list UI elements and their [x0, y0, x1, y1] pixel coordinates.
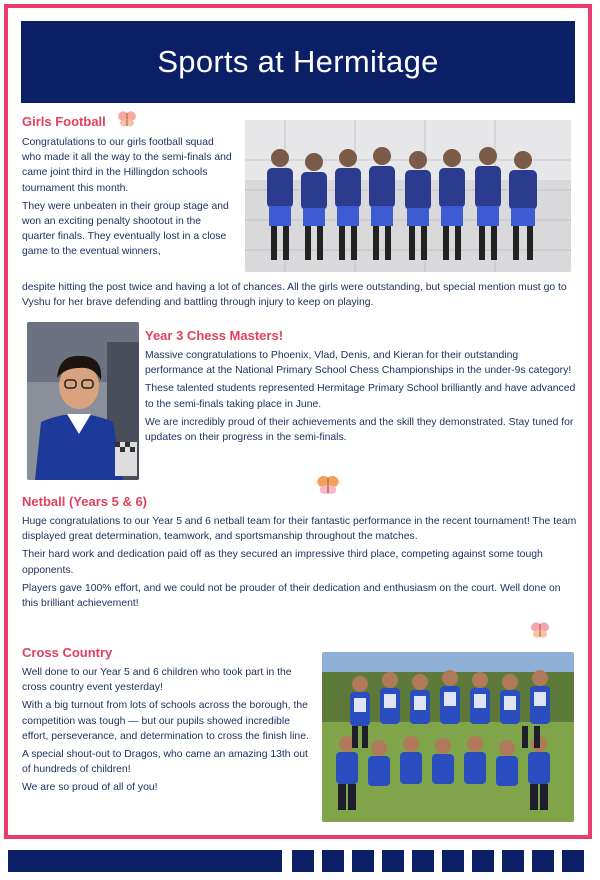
cross-country-paragraph: Well done to our Year 5 and 6 children who took part in the cross country event yesterday! — [22, 667, 292, 694]
football-text-full — [22, 280, 578, 313]
footer-square — [322, 850, 344, 872]
footer-square — [562, 850, 584, 872]
cross-country-team-photo — [322, 652, 574, 822]
footer-bar — [8, 850, 282, 872]
football-title: Girls Football — [22, 114, 106, 129]
butterfly-icon — [316, 474, 340, 496]
footer-square — [472, 850, 494, 872]
butterfly-icon — [117, 110, 137, 128]
football-paragraph: Congratulations to our girls football squad who made it all the way to the semi-finals and came joint third in the Hillingdon schools tournament this month. — [22, 137, 232, 194]
page-title: Sports at Hermitage — [157, 44, 439, 79]
footer-square — [412, 850, 434, 872]
chess-paragraph: We are incredibly proud of their achievements and the skill they demonstrated. Stay tuned for updates on their progress in the semi-finals. — [145, 416, 574, 444]
footer-square — [292, 850, 314, 872]
cross-country-paragraph: We are so proud of all of you! — [22, 782, 158, 794]
cross-country-title: Cross Country — [22, 645, 113, 660]
footer-square — [442, 850, 464, 872]
footer-square — [382, 850, 404, 872]
page-title-banner — [21, 21, 575, 103]
netball-text — [22, 514, 578, 614]
cross-country-paragraph: With a big turnout from lots of schools across the borough, the competition was tough — but our pupils showed incredible effort, perseverance, and determination to cross the finish line. — [22, 700, 309, 742]
cross-country-text — [22, 665, 312, 799]
chess-paragraph: These talented students represented Hermitage Primary School brilliantly and have advanced to the semi-finals taking place in June. — [145, 383, 576, 410]
cross-country-paragraph: A special shout-out to Dragos, who came an amazing 13th out of hundreds of children! — [22, 749, 308, 776]
butterfly-icon — [530, 621, 550, 639]
footer-square — [502, 850, 524, 872]
netball-paragraph: Players gave 100% effort, and we could not be prouder of their dedication and enthusiasm on the court. Well done on this brilliant achievement! — [22, 582, 561, 610]
footer-square — [532, 850, 554, 872]
football-paragraph: They were unbeaten in their group stage and won an exciting penalty shootout in the quarter finals. They eventually lost in a close game to the eventual winners, — [22, 200, 229, 258]
netball-paragraph: Their hard work and dedication paid off as they secured an impressive third place, competing against some tough opponents. — [22, 549, 543, 576]
footer-square — [352, 850, 374, 872]
chess-paragraph: Massive congratulations to Phoenix, Vlad, Denis, and Kieran for their outstanding performance at the National Primary School Chess Championships in the under-9s category! — [145, 350, 572, 377]
chess-player-photo — [27, 322, 139, 480]
football-paragraph: despite hitting the post twice and having a lot of chances. All the girls were outstanding, but special mention must go to Vyshu for her brave defending and battling through injury to keep on playing. — [22, 282, 567, 309]
chess-title: Year 3 Chess Masters! — [145, 328, 284, 343]
chess-text — [145, 348, 578, 448]
netball-title: Netball (Years 5 & 6) — [22, 494, 147, 509]
netball-paragraph: Huge congratulations to our Year 5 and 6 netball team for their fantastic performance in the recent tournament! The team displayed great determination, teamwork, and sportsmanship throughout the matches. — [22, 516, 577, 543]
football-text-left — [22, 135, 234, 260]
football-team-photo — [245, 120, 571, 272]
